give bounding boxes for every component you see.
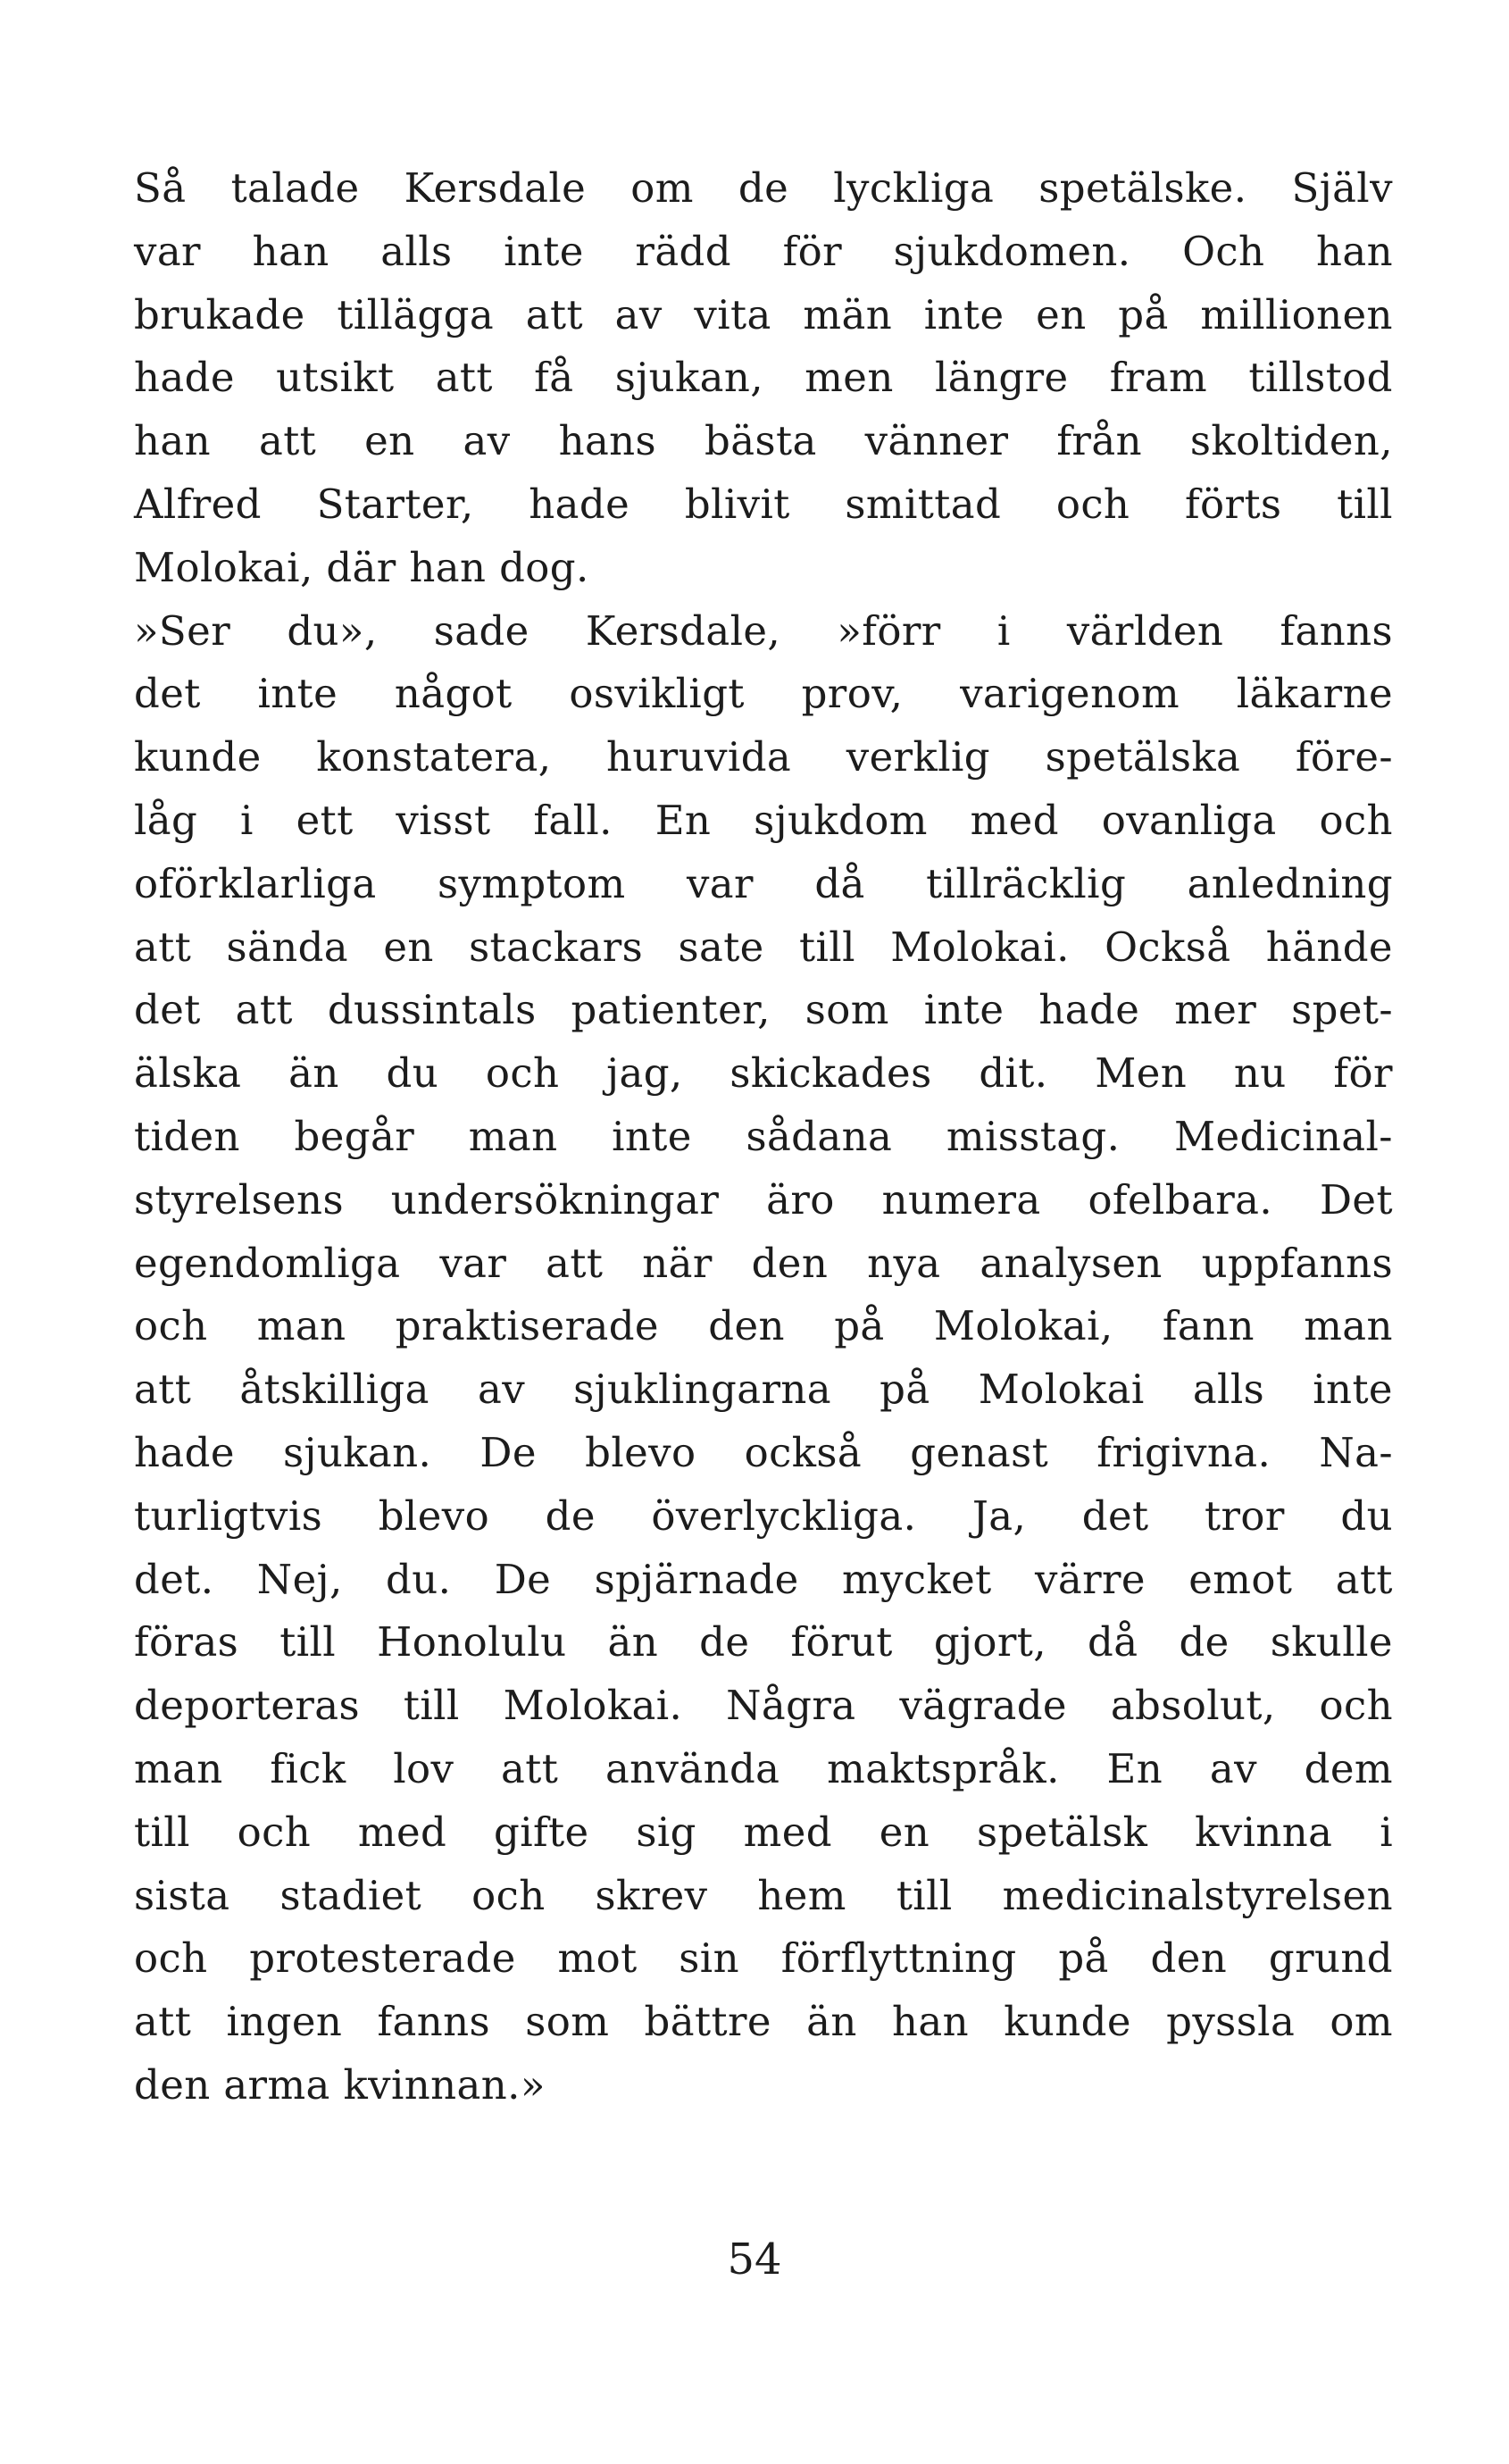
word: sjuklingarna bbox=[573, 1366, 831, 1414]
word: älska bbox=[134, 1049, 242, 1098]
word: av bbox=[1209, 1744, 1257, 1792]
word: fall. bbox=[533, 796, 613, 844]
word: hem bbox=[757, 1871, 846, 1919]
word: sådana bbox=[746, 1112, 893, 1160]
word: män bbox=[803, 290, 893, 338]
word: och bbox=[485, 1049, 560, 1098]
word: egendomliga bbox=[134, 1239, 401, 1287]
word: absolut, bbox=[1110, 1682, 1276, 1730]
word: världen bbox=[1066, 606, 1224, 655]
word: Och bbox=[1182, 227, 1265, 275]
word: tiden bbox=[134, 1112, 240, 1160]
word: En bbox=[654, 796, 712, 844]
word: Honolulu bbox=[377, 1618, 567, 1666]
word: att bbox=[134, 1998, 192, 2046]
word: skickades bbox=[729, 1049, 932, 1098]
word: Själv bbox=[1291, 164, 1393, 212]
word: förflyttning bbox=[780, 1934, 1017, 1983]
word: än bbox=[806, 1998, 857, 2046]
word: att bbox=[134, 923, 192, 971]
word: var bbox=[439, 1239, 507, 1287]
text-line bbox=[134, 1549, 1393, 1612]
word: då bbox=[1088, 1618, 1138, 1666]
word: uppfanns bbox=[1201, 1239, 1393, 1287]
word: protesterade bbox=[249, 1934, 516, 1983]
word: få bbox=[534, 354, 574, 402]
text-line bbox=[134, 1675, 1393, 1738]
word: Några bbox=[726, 1682, 856, 1730]
word: låg bbox=[134, 796, 198, 844]
word: att bbox=[258, 417, 317, 465]
word: genast bbox=[910, 1428, 1049, 1476]
word: konstatera, bbox=[316, 733, 552, 781]
word: spetälsk bbox=[976, 1808, 1148, 1856]
word: tillstod bbox=[1248, 354, 1393, 402]
word: dit. bbox=[979, 1049, 1048, 1098]
word: sate bbox=[678, 923, 764, 971]
word: med bbox=[970, 796, 1059, 844]
word: när bbox=[642, 1239, 713, 1287]
word: medicinalstyrelsen bbox=[1002, 1871, 1393, 1919]
word: att bbox=[235, 986, 293, 1034]
text-line bbox=[134, 1422, 1393, 1485]
word: talade bbox=[230, 164, 360, 212]
word: att bbox=[1335, 1555, 1393, 1603]
word: tror bbox=[1205, 1491, 1285, 1540]
word: praktiserade bbox=[395, 1302, 659, 1350]
word: en bbox=[383, 923, 434, 971]
text-line bbox=[134, 1927, 1393, 1991]
word: begår bbox=[294, 1112, 415, 1160]
word: gjort, bbox=[933, 1618, 1046, 1666]
word: stadiet bbox=[279, 1871, 422, 1919]
word: kunde bbox=[134, 733, 262, 781]
word: i bbox=[1380, 1808, 1393, 1856]
word: till bbox=[1337, 480, 1393, 528]
word: Molokai bbox=[978, 1366, 1145, 1414]
word: den bbox=[708, 1302, 785, 1350]
word: symptom bbox=[437, 859, 626, 907]
word: vänner bbox=[864, 417, 1009, 465]
word: stackars bbox=[469, 923, 644, 971]
text-line bbox=[134, 1485, 1393, 1549]
word: »Ser bbox=[134, 606, 231, 655]
word: läkarne bbox=[1236, 670, 1393, 718]
word: inte bbox=[1313, 1366, 1393, 1414]
word: av bbox=[477, 1366, 526, 1414]
word: du bbox=[386, 1049, 439, 1098]
word: på bbox=[1118, 290, 1169, 338]
word: en bbox=[879, 1808, 930, 1856]
word: skoltiden, bbox=[1189, 417, 1393, 465]
word: de bbox=[1179, 1618, 1230, 1666]
text-line bbox=[134, 1106, 1393, 1169]
word: inte bbox=[923, 986, 1005, 1034]
word: alls bbox=[1192, 1366, 1265, 1414]
word: med bbox=[743, 1808, 832, 1856]
word: man bbox=[468, 1112, 558, 1160]
word: till bbox=[799, 923, 855, 971]
word: på bbox=[880, 1366, 930, 1414]
word: Kersdale, bbox=[585, 606, 781, 655]
word: jag, bbox=[606, 1049, 683, 1098]
word: Medicinal- bbox=[1174, 1112, 1393, 1160]
text-line bbox=[134, 1169, 1393, 1232]
word: och bbox=[237, 1808, 312, 1856]
word: numera bbox=[881, 1175, 1041, 1224]
word: du bbox=[1340, 1491, 1393, 1540]
word: millionen bbox=[1200, 290, 1393, 338]
word: till bbox=[896, 1871, 953, 1919]
word: värre bbox=[1035, 1555, 1146, 1603]
word: man bbox=[1304, 1302, 1393, 1350]
word: fram bbox=[1109, 354, 1208, 402]
word: Kersdale bbox=[404, 164, 587, 212]
page-number: 54 bbox=[727, 2234, 782, 2284]
word: Också bbox=[1105, 923, 1231, 971]
word: Nej, bbox=[256, 1555, 343, 1603]
word: sjukdomen. bbox=[893, 227, 1131, 275]
word: gifte bbox=[494, 1808, 589, 1856]
text-line bbox=[134, 663, 1393, 726]
word: i bbox=[996, 606, 1011, 655]
word: dussintals bbox=[327, 986, 537, 1034]
word: Alfred bbox=[134, 480, 262, 528]
word: han bbox=[1315, 227, 1393, 275]
word: han bbox=[252, 227, 329, 275]
text-line bbox=[134, 1042, 1393, 1106]
word: han bbox=[134, 417, 211, 465]
text-line bbox=[134, 284, 1393, 347]
word: de bbox=[699, 1618, 750, 1666]
word: av bbox=[614, 290, 663, 338]
word: att bbox=[134, 1366, 192, 1414]
word: använda bbox=[604, 1744, 780, 1792]
body-text bbox=[134, 157, 1393, 2117]
word: det bbox=[134, 670, 201, 718]
word: lyckliga bbox=[833, 164, 995, 212]
word: huruvida bbox=[606, 733, 792, 781]
word: av bbox=[463, 417, 511, 465]
word: i bbox=[240, 796, 254, 844]
word: rädd bbox=[635, 227, 731, 275]
text-line bbox=[134, 1865, 1393, 1928]
word: patienter, bbox=[571, 986, 771, 1034]
word: skulle bbox=[1270, 1618, 1393, 1666]
word: alls bbox=[380, 227, 453, 275]
word: bättre bbox=[644, 1998, 771, 2046]
word: nu bbox=[1233, 1049, 1287, 1098]
word: bästa bbox=[704, 417, 817, 465]
word: utsikt bbox=[276, 354, 395, 402]
text-line bbox=[134, 410, 1393, 473]
word: äro bbox=[766, 1175, 835, 1224]
word: det. bbox=[134, 1555, 214, 1603]
word: anledning bbox=[1187, 859, 1393, 907]
word: mer bbox=[1174, 986, 1257, 1034]
word: då bbox=[814, 859, 865, 907]
word: och bbox=[134, 1934, 208, 1983]
text-line bbox=[134, 1295, 1393, 1358]
word: var bbox=[686, 859, 754, 907]
word: pyssla bbox=[1166, 1998, 1296, 2046]
word: än bbox=[288, 1049, 339, 1098]
word: en bbox=[364, 417, 415, 465]
text-line bbox=[134, 157, 1393, 221]
text-line bbox=[134, 1232, 1393, 1296]
word: blevo bbox=[378, 1491, 490, 1540]
word: »förr bbox=[837, 606, 941, 655]
word: man bbox=[134, 1744, 223, 1792]
text-line bbox=[134, 979, 1393, 1042]
text-line bbox=[134, 1738, 1393, 1801]
word: De bbox=[494, 1555, 552, 1603]
word: längre bbox=[934, 354, 1069, 402]
text-line bbox=[134, 789, 1393, 853]
word: vägrade bbox=[899, 1682, 1067, 1730]
word: om bbox=[630, 164, 694, 212]
word: inte bbox=[923, 290, 1005, 338]
word: också bbox=[744, 1428, 863, 1476]
word: inte bbox=[257, 670, 338, 718]
word: Na- bbox=[1319, 1428, 1393, 1476]
text-line bbox=[134, 1991, 1393, 2054]
word: Men bbox=[1095, 1049, 1188, 1098]
word: på bbox=[1058, 1934, 1109, 1983]
word: hade bbox=[1038, 986, 1140, 1034]
text-line bbox=[134, 1611, 1393, 1675]
word: vita bbox=[694, 290, 771, 338]
word: inte bbox=[612, 1112, 692, 1160]
word: för bbox=[1333, 1049, 1393, 1098]
word: deporteras bbox=[134, 1682, 360, 1730]
word: kvinna bbox=[1195, 1808, 1333, 1856]
word: hade bbox=[134, 1428, 235, 1476]
word: var bbox=[134, 227, 201, 275]
word: ingen bbox=[226, 1998, 343, 2046]
word: åtskilliga bbox=[239, 1366, 429, 1414]
word: föras bbox=[134, 1618, 239, 1666]
word: att bbox=[546, 1239, 604, 1287]
word: han bbox=[892, 1998, 969, 2046]
word: hade bbox=[529, 480, 630, 528]
word: Molokai, bbox=[933, 1302, 1113, 1350]
word: att bbox=[501, 1744, 559, 1792]
word: det bbox=[134, 986, 201, 1034]
text-line bbox=[134, 1801, 1393, 1865]
word: och bbox=[1319, 796, 1393, 844]
word: den bbox=[751, 1239, 829, 1287]
text-line bbox=[134, 347, 1393, 410]
word: Så bbox=[134, 164, 187, 212]
word: Ja, bbox=[971, 1491, 1027, 1540]
word: frigivna. bbox=[1096, 1428, 1271, 1476]
word: för bbox=[782, 227, 843, 275]
word: blevo bbox=[585, 1428, 696, 1476]
word: en bbox=[1036, 290, 1087, 338]
word: visst bbox=[396, 796, 491, 844]
word: sjukdom bbox=[754, 796, 928, 844]
word: undersökningar bbox=[390, 1175, 720, 1224]
word: oförklarliga bbox=[134, 859, 377, 907]
word: smittad bbox=[845, 480, 1002, 528]
text-line bbox=[134, 726, 1393, 789]
word: turligtvis bbox=[134, 1491, 323, 1540]
word: maktspråk. bbox=[827, 1744, 1060, 1792]
word: att bbox=[435, 354, 493, 402]
word: tillräcklig bbox=[926, 859, 1127, 907]
text-line: den arma kvinnan.» bbox=[134, 2060, 546, 2109]
word: men bbox=[805, 354, 894, 402]
word: misstag. bbox=[946, 1112, 1121, 1160]
word: sända bbox=[226, 923, 349, 971]
text-line bbox=[134, 916, 1393, 980]
word: dem bbox=[1304, 1744, 1393, 1792]
word: som bbox=[525, 1998, 610, 2046]
word: Det bbox=[1319, 1175, 1393, 1224]
word: före- bbox=[1295, 733, 1393, 781]
word: fanns bbox=[377, 1998, 491, 2046]
word: de bbox=[545, 1491, 596, 1540]
word: det bbox=[1081, 1491, 1149, 1540]
word: hände bbox=[1265, 923, 1393, 971]
word: spetälska bbox=[1045, 733, 1241, 781]
word: mot bbox=[557, 1934, 638, 1983]
word: de bbox=[738, 164, 789, 212]
word: mycket bbox=[841, 1555, 992, 1603]
text-line bbox=[134, 600, 1393, 664]
word: skrev bbox=[595, 1871, 708, 1919]
word: kunde bbox=[1004, 1998, 1131, 2046]
word: sista bbox=[134, 1871, 230, 1919]
text-line: Molokai, där han dog. bbox=[134, 543, 589, 591]
word: om bbox=[1330, 1998, 1393, 2046]
word: grund bbox=[1268, 1934, 1393, 1983]
word: till bbox=[134, 1808, 190, 1856]
word: osvikligt bbox=[569, 670, 745, 718]
word: och bbox=[1319, 1682, 1393, 1730]
word: fanns bbox=[1280, 606, 1393, 655]
word: spetälske. bbox=[1038, 164, 1247, 212]
word: emot bbox=[1188, 1555, 1293, 1603]
word: tillägga bbox=[337, 290, 495, 338]
word: hade bbox=[134, 354, 235, 402]
word: Starter, bbox=[316, 480, 474, 528]
word: En bbox=[1106, 1744, 1163, 1792]
word: den bbox=[1150, 1934, 1228, 1983]
word: på bbox=[834, 1302, 885, 1350]
word: De bbox=[479, 1428, 537, 1476]
word: inte bbox=[504, 227, 584, 275]
word: förts bbox=[1184, 480, 1282, 528]
word: något bbox=[394, 670, 513, 718]
word: hans bbox=[558, 417, 657, 465]
word: ofelbara. bbox=[1088, 1175, 1273, 1224]
word: varigenom bbox=[960, 670, 1180, 718]
word: prov, bbox=[801, 670, 904, 718]
word: analysen bbox=[980, 1239, 1163, 1287]
word: ovanliga bbox=[1101, 796, 1277, 844]
word: styrelsens bbox=[134, 1175, 344, 1224]
word: man bbox=[256, 1302, 346, 1350]
word: till bbox=[279, 1618, 337, 1666]
word: och bbox=[134, 1302, 208, 1350]
word: nya bbox=[867, 1239, 941, 1287]
word: och bbox=[1055, 480, 1130, 528]
word: brukade bbox=[134, 290, 305, 338]
word: du», bbox=[287, 606, 378, 655]
word: du. bbox=[386, 1555, 452, 1603]
word: än bbox=[607, 1618, 659, 1666]
word: Molokai. bbox=[503, 1682, 683, 1730]
word: sin bbox=[679, 1934, 739, 1983]
text-line bbox=[134, 853, 1393, 916]
word: spjärnade bbox=[594, 1555, 799, 1603]
word: att bbox=[525, 290, 583, 338]
word: med bbox=[357, 1808, 447, 1856]
word: sjukan, bbox=[614, 354, 763, 402]
word: sade bbox=[433, 606, 529, 655]
word: överlyckliga. bbox=[651, 1491, 917, 1540]
word: till bbox=[403, 1682, 460, 1730]
word: lov bbox=[393, 1744, 454, 1792]
word: ett bbox=[296, 796, 354, 844]
word: sig bbox=[636, 1808, 696, 1856]
word: sjukan. bbox=[283, 1428, 432, 1476]
word: fann bbox=[1162, 1302, 1255, 1350]
word: blivit bbox=[684, 480, 790, 528]
word: verklig bbox=[846, 733, 990, 781]
text-line bbox=[134, 473, 1393, 537]
text-line bbox=[134, 1358, 1393, 1422]
text-line bbox=[134, 221, 1393, 284]
word: Molokai. bbox=[890, 923, 1070, 971]
word: förut bbox=[790, 1618, 893, 1666]
word: spet- bbox=[1291, 986, 1393, 1034]
word: som bbox=[805, 986, 889, 1034]
word: från bbox=[1056, 417, 1142, 465]
word: fick bbox=[270, 1744, 346, 1792]
word: och bbox=[471, 1871, 546, 1919]
